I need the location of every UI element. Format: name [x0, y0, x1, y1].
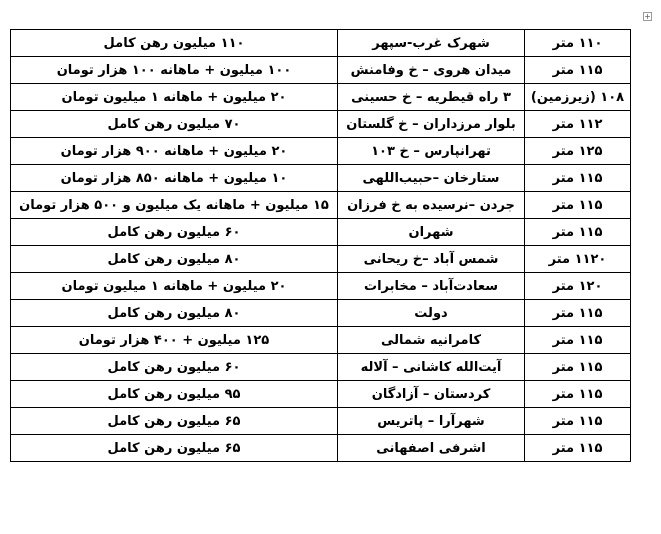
- area-cell: ۱۱۵ متر: [525, 300, 631, 327]
- table-row: [11, 165, 631, 192]
- area-cell: ۱۱۵ متر: [525, 327, 631, 354]
- price-cell: ۹۵ میلیون رهن کامل: [11, 381, 338, 408]
- table-row: [11, 84, 631, 111]
- rental-listings-table: [10, 29, 631, 462]
- price-cell: ۶۵ میلیون رهن کامل: [11, 408, 338, 435]
- table-row: [11, 192, 631, 219]
- move-anchor-icon[interactable]: +: [644, 12, 651, 21]
- area-cell: ۱۱۵ متر: [525, 381, 631, 408]
- price-cell: ۶۰ میلیون رهن کامل: [11, 219, 338, 246]
- area-cell: ۱۱۲ متر: [525, 111, 631, 138]
- area-cell: ۱۱۵ متر: [525, 435, 631, 462]
- area-cell: ۱۱۵ متر: [525, 165, 631, 192]
- table-row: [11, 138, 631, 165]
- location-cell: ستارخان –حبیب‌اللهی: [338, 165, 525, 192]
- table-row: [11, 246, 631, 273]
- table-row: [11, 435, 631, 462]
- location-cell: شهرک غرب-سپهر: [338, 30, 525, 57]
- area-cell: ۱۲۵ متر: [525, 138, 631, 165]
- price-cell: ۸۰ میلیون رهن کامل: [11, 246, 338, 273]
- price-cell: ۲۰ میلیون + ماهانه ۹۰۰ هزار تومان: [11, 138, 338, 165]
- location-cell: کردستان – آزادگان: [338, 381, 525, 408]
- price-cell: ۱۱۰ میلیون رهن کامل: [11, 30, 338, 57]
- price-cell: ۲۰ میلیون + ماهانه ۱ میلیون تومان: [11, 273, 338, 300]
- area-cell: ۱۱۵ متر: [525, 57, 631, 84]
- table-row: [11, 327, 631, 354]
- table-row: [11, 273, 631, 300]
- price-cell: ۸۰ میلیون رهن کامل: [11, 300, 338, 327]
- location-cell: اشرفی اصفهانی: [338, 435, 525, 462]
- location-cell: ۳ راه قیطریه – خ حسینی: [338, 84, 525, 111]
- area-cell: ۱۱۵ متر: [525, 408, 631, 435]
- area-cell: ۱۱۵ متر: [525, 192, 631, 219]
- price-cell: ۱۵ میلیون + ماهانه یک میلیون و ۵۰۰ هزار تومان: [11, 192, 338, 219]
- price-cell: ۲۰ میلیون + ماهانه ۱ میلیون تومان: [11, 84, 338, 111]
- location-cell: شهران: [338, 219, 525, 246]
- area-cell: ۱۰۸ (زیرزمین): [525, 84, 631, 111]
- area-cell: ۱۱۲۰ متر: [525, 246, 631, 273]
- location-cell: کامرانیه شمالی: [338, 327, 525, 354]
- price-cell: ۶۵ میلیون رهن کامل: [11, 435, 338, 462]
- table-row: [11, 300, 631, 327]
- area-cell: ۱۱۰ متر: [525, 30, 631, 57]
- area-cell: ۱۱۵ متر: [525, 354, 631, 381]
- location-cell: شهرآرا – پاتریس: [338, 408, 525, 435]
- table-row: [11, 30, 631, 57]
- price-cell: ۶۰ میلیون رهن کامل: [11, 354, 338, 381]
- price-cell: ۱۰ میلیون + ماهانه ۸۵۰ هزار تومان: [11, 165, 338, 192]
- location-cell: دولت: [338, 300, 525, 327]
- location-cell: شمس آباد –خ ریحانی: [338, 246, 525, 273]
- location-cell: تهرانپارس – خ ۱۰۳: [338, 138, 525, 165]
- table-body: [11, 30, 631, 462]
- table-row: [11, 354, 631, 381]
- price-cell: ۷۰ میلیون رهن کامل: [11, 111, 338, 138]
- location-cell: آیت‌الله کاشانی – آلاله: [338, 354, 525, 381]
- area-cell: ۱۱۵ متر: [525, 219, 631, 246]
- table-row: [11, 381, 631, 408]
- location-cell: بلوار مرزداران – خ گلستان: [338, 111, 525, 138]
- table-row: [11, 408, 631, 435]
- table-row: [11, 219, 631, 246]
- table-row: [11, 111, 631, 138]
- location-cell: جردن –نرسیده به خ فرزان: [338, 192, 525, 219]
- price-cell: ۱۰۰ میلیون + ماهانه ۱۰۰ هزار تومان: [11, 57, 338, 84]
- location-cell: میدان هروی – خ وفامنش: [338, 57, 525, 84]
- area-cell: ۱۲۰ متر: [525, 273, 631, 300]
- table-row: [11, 57, 631, 84]
- location-cell: سعادت‌آباد – مخابرات: [338, 273, 525, 300]
- price-cell: ۱۲۵ میلیون + ۴۰۰ هزار تومان: [11, 327, 338, 354]
